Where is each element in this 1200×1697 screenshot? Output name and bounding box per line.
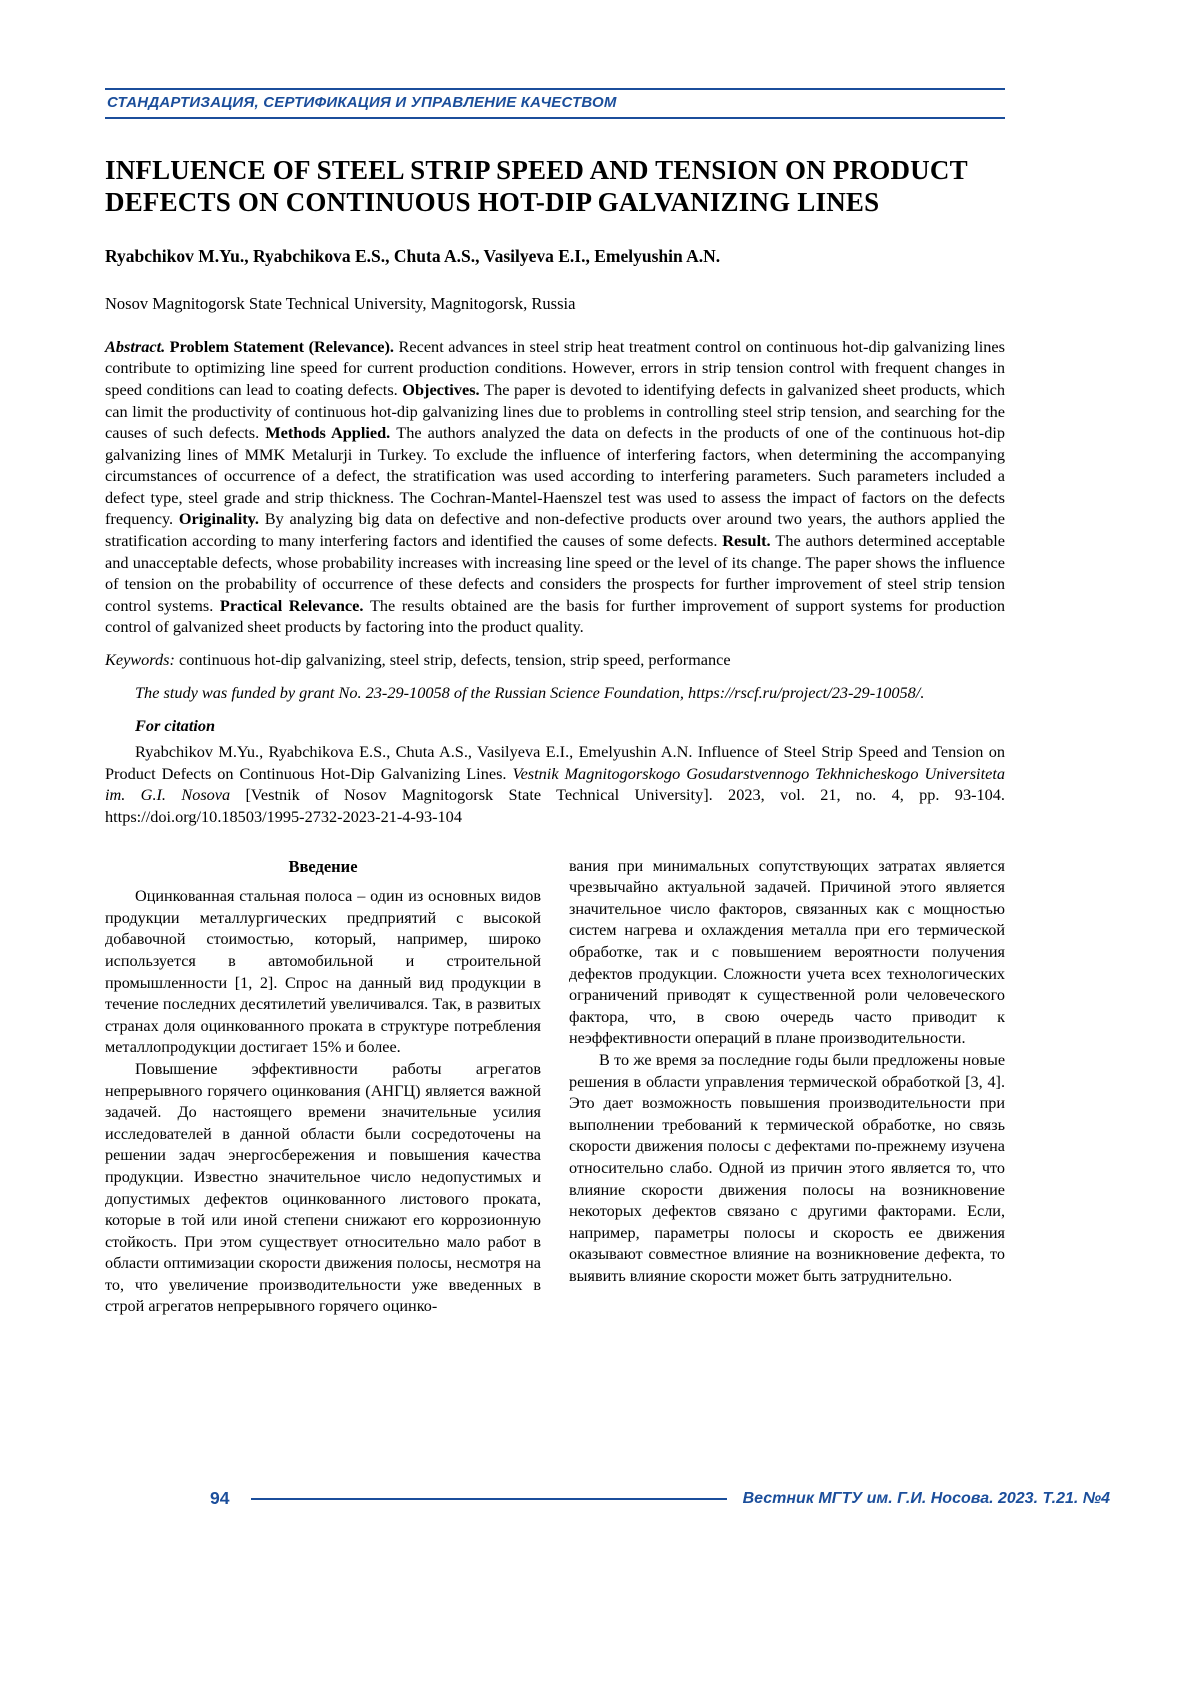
left-column — [105, 856, 541, 1318]
for-citation-label: For citation — [135, 716, 216, 736]
page-number: 94 — [210, 1488, 230, 1508]
running-head — [105, 88, 1005, 119]
right-column — [569, 856, 1005, 1318]
page-content — [105, 88, 1110, 1508]
citation-paragraph: Ryabchikov M.Yu., Ryabchikova E.S., Chuta A.S., Vasilyeva E.I., Emelyushin A.N. Influence of Steel Strip Speed and Tension on Product Defects on Continuous Hot-Dip Galvanizing Lines. Vestnik Magnitogorskogo Gosudarstvennogo Tekhnicheskogo Universiteta im. G.I. Nosova [Vestnik of Nosov Magnitogorsk State Technical University]. 2023, vol. 21, no. 4, pp. 93-104. https://doi.org/10.18503/1995-2732-2023-21-4-93-104 — [105, 742, 1005, 826]
body-paragraph-1: Оцинкованная стальная полоса – один из основных видов продукции металлургических предприятий с высокой добавочной стоимостью, который, например, широко используется в автомобильной и строительной промышленности [1, 2]. Спрос на данный вид продукции в течение последних десятилетий увеличивался. Так, в развитых странах доля оцинкованного проката в структуре потребления металлопродукции достигает 15% и более. — [105, 887, 541, 1057]
body-paragraph-2: Повышение эффективности работы агрегатов непрерывного горячего оцинкования (АНГЦ) является важной задачей. До настоящего времени значительные усилия исследователей в данной области были сосредоточены на решении задач энергосбережения и повышения качества продукции. Известно значительное число недопустимых и допустимых дефектов оцинкованного листового проката, которые в той или иной степени снижают его коррозионную стойкость. При этом существует относительно мало работ в области оптимизации скорости движения полосы, несмотря на то, что увеличение производительности уже введенных в строй агрегатов непрерывного горячего оцинко- — [105, 1059, 541, 1316]
running-head-title: СТАНДАРТИЗАЦИЯ, СЕРТИФИКАЦИЯ И УПРАВЛЕНИЕ КАЧЕСТВОМ — [107, 94, 617, 111]
body-paragraph-3: В то же время за последние годы были предложены новые решения в области управления термической обработкой [3, 4]. Это дает возможность повышения производительности при выполнении требований к термической обработке, но связь скорости движения полосы с дефектами по-прежнему изучена относительно слабо. Одной из причин этого является то, что влияние скорости движения полосы на возникновение некоторых дефектов связано с другими факторами. Если, например, параметры полосы и скорость ее движения оказывают совместное влияние на возникновение дефекта, то выявить влияние скорости может быть затруднительно. — [569, 1050, 1005, 1285]
article-affiliation: Nosov Magnitogorsk State Technical University, Magnitogorsk, Russia — [105, 293, 576, 313]
article-authors: Ryabchikov M.Yu., Ryabchikova E.S., Chuta A.S., Vasilyeva E.I., Emelyushin A.N. — [105, 245, 721, 266]
funding-note: The study was funded by grant No. 23-29-10058 of the Russian Science Foundation, https://rscf.ru/project/23-29-10058/. — [135, 682, 925, 702]
keywords-text: continuous hot-dip galvanizing, steel strip, defects, tension, strip speed, performance — [179, 650, 731, 670]
page-footer — [210, 1488, 1110, 1509]
two-column-body — [105, 856, 1005, 1318]
keywords-line — [105, 649, 1005, 671]
abstract-paragraph: Abstract. Problem Statement (Relevance). Recent advances in steel strip heat treatment control on continuous hot-dip galvanizing lines contribute to optimizing line speed for current production conditions. However, errors in strip tension control with frequent changes in speed conditions can lead to coating defects. Objectives. The paper is devoted to identifying defects in galvanized sheet products, which can limit the productivity of continuous hot-dip galvanizing lines due to problems in controlling steel strip tension, and searching for the causes of such defects. Methods Applied. The authors analyzed the data on defects in the products of one of the continuous hot-dip galvanizing lines of MMK Metalurji in Turkey. To exclude the influence of interfering factors, when determining the accompanying circumstances of occurrence of a defect, the stratification was used according to interfering parameters. Such parameters included a defect type, steel grade and strip thickness. The Cochran-Mantel-Haenszel test was used to assess the impact of factors on the defects frequency. Originality. By analyzing big data on defective and non-defective products over around two years, the authors applied the stratification according to many interfering factors and identified the causes of some defects. Result. The authors determined acceptable and unacceptable defects, whose probability increases with increasing line speed or the level of its change. The paper shows the influence of tension on the probability of occurrence of these defects and considers the prospects for further improvement of steel strip tension control systems. Practical Relevance. The results obtained are the basis for further improvement of support systems for production control of galvanized sheet products by factoring into the product quality. — [105, 336, 1006, 637]
footer-rule — [251, 1498, 726, 1500]
section-heading-introduction: Введение — [288, 856, 358, 876]
body-paragraph-2-continued: вания при минимальных сопутствующих затратах является чрезвычайно актуальной задачей. Причиной этого является значительное число факторов, связанных как с мощностью систем нагрева и охлаждения металла при его термической обработке, так и с повышением вероятности получения дефектов продукции. Сложности учета всех технологических ограничений приводят к существенной роли человеческого фактора, что, в свою очередь часто приводит к неэффективности операций в плане производительности. — [569, 856, 1005, 1048]
journal-reference: Вестник МГТУ им. Г.И. Носова. 2023. Т.21. №4 — [742, 1489, 1110, 1507]
keywords-label: Keywords: — [105, 650, 180, 670]
article-title: INFLUENCE OF STEEL STRIP SPEED AND TENSION ON PRODUCT DEFECTS ON CONTINUOUS HOT-DIP GALVANIZING LINES — [105, 155, 968, 217]
